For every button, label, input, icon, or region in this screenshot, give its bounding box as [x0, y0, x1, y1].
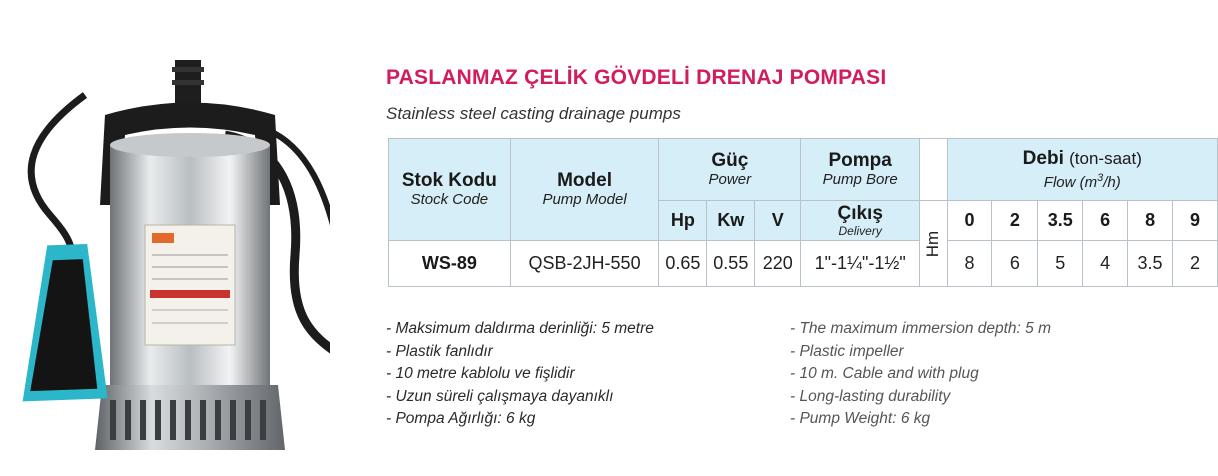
feature-item: - 10 metre kablolu ve fişlidir	[386, 365, 575, 382]
cell-head-9: 2	[1173, 241, 1218, 287]
feature-item: - Uzun süreli çalışmaya dayanıklı	[386, 387, 614, 405]
flow-label: Debi	[1022, 147, 1064, 169]
stock-code-header	[389, 139, 511, 241]
feature-item: - The maximum immersion depth: 5 m	[790, 320, 1051, 337]
cell-head-6: 4	[1083, 241, 1128, 287]
power-sublabel: Power	[708, 171, 752, 188]
pump-product-image	[10, 55, 330, 460]
delivery-label: Çıkış	[837, 203, 883, 224]
col-kw: Kw	[707, 201, 755, 241]
pump-label: Pompa	[828, 150, 892, 171]
spec-table	[388, 138, 1218, 287]
product-title: PASLANMAZ ÇELİK GÖVDELİ DRENAJ POMPASI	[386, 66, 887, 89]
col-flow-6: 6	[1083, 201, 1128, 241]
feature-item: - Maksimum daldırma derinliği: 5 metre	[386, 320, 654, 337]
product-subtitle: Stainless steel casting drainage pumps	[386, 104, 681, 123]
model-header	[510, 139, 659, 241]
col-v: V	[755, 201, 801, 241]
features-list-turkish	[386, 318, 654, 431]
features-list-english	[790, 318, 1051, 431]
power-header	[659, 139, 801, 201]
col-flow-0: 0	[947, 201, 992, 241]
feature-item: - 10 m. Cable and with plug	[790, 365, 979, 382]
pump-sublabel: Pump Bore	[822, 171, 898, 188]
cell-v: 220	[755, 241, 801, 287]
head-unit-cell	[920, 201, 947, 287]
flow-header	[947, 139, 1217, 201]
col-delivery	[801, 201, 920, 241]
cell-bore: 1"-1¼"-1½"	[801, 241, 920, 287]
col-flow-8: 8	[1128, 201, 1173, 241]
feature-item: - Pump Weight: 6 kg	[790, 410, 931, 427]
col-flow-2: 2	[992, 201, 1038, 241]
flow-sublabel: Flow $(m^3/h)$	[1043, 171, 1121, 191]
cell-head-2: 6	[992, 241, 1038, 287]
col-flow-3-5: 3.5	[1038, 201, 1083, 241]
feature-item: - Long-lasting durability	[790, 387, 951, 405]
feature-item: - Plastik fanlıdır	[386, 342, 493, 360]
power-label: Güç	[711, 150, 749, 171]
stock-code-sublabel: Stock Code	[410, 191, 489, 208]
col-hp: Hp	[659, 201, 707, 241]
cell-head-8: 3.5	[1128, 241, 1173, 287]
head-unit-label: Hm	[923, 230, 943, 257]
pump-header	[801, 139, 920, 201]
model-sublabel: Pump Model	[542, 191, 627, 208]
model-label: Model	[557, 170, 612, 191]
cell-head-3-5: 5	[1038, 241, 1083, 287]
stock-code-label: Stok Kodu	[401, 170, 497, 191]
delivery-sublabel: Delivery	[838, 224, 882, 238]
cell-hp: 0.65	[659, 241, 707, 287]
cell-kw: 0.55	[707, 241, 755, 287]
unit-gap-cell	[920, 139, 947, 201]
feature-item: - Pompa Ağırlığı: 6 kg	[386, 410, 536, 427]
cell-model: QSB-2JH-550	[510, 241, 659, 287]
cell-stock-code: WS-89	[389, 241, 511, 287]
flow-unit-label: (ton-saat)	[1069, 148, 1142, 168]
col-flow-9: 9	[1173, 201, 1218, 241]
table-row	[389, 241, 1218, 287]
feature-item: - Plastic impeller	[790, 342, 904, 360]
cell-head-0: 8	[947, 241, 992, 287]
